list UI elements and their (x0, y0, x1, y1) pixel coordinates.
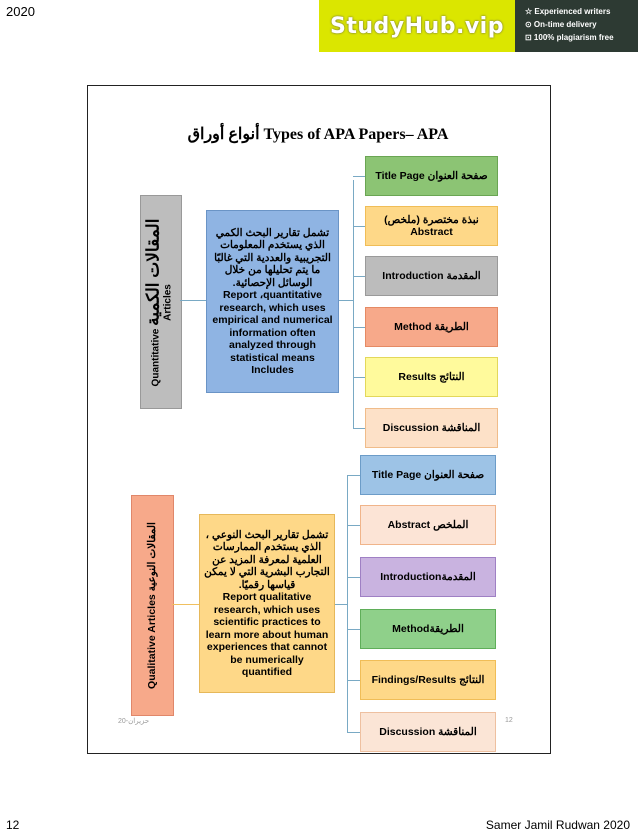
quantitative-branch-line (353, 377, 365, 378)
footer-page-number: 12 (6, 818, 20, 832)
quant-connector-mid (339, 300, 353, 301)
quantitative-description (206, 210, 339, 393)
quantitative-description-en: Report ،quantitative research, which uses empirical and numerical information often analyzed through statistical means Includes (212, 289, 333, 376)
qualitative-section-box: Introductionالمقدمة (360, 557, 496, 597)
qualitative-label-ar: المقالات النوعية (146, 522, 159, 592)
quantitative-section-box: Results النتائج (365, 357, 498, 397)
quant-connector-left (180, 300, 206, 301)
quantitative-label-en-1: Quantitative (150, 328, 162, 386)
header-year: 2020 (6, 4, 35, 19)
qualitative-description-en: Report qualitative research, which uses scientific practices to learn more about human experiences that cannot be numerically quantified (205, 591, 329, 678)
qualitative-section-box: Title Page صفحة العنوان (360, 455, 496, 495)
feature-experienced-writers: ☆ Experienced writers (525, 7, 611, 16)
quantitative-branch-line (353, 276, 365, 277)
quantitative-branch-line (353, 428, 365, 429)
feature-plagiarism-free: ⊡ 100% plagiarism free (525, 33, 614, 42)
quantitative-section-box: نبذة مختصرة (ملخص) Abstract (365, 206, 498, 246)
quantitative-section-box: Discussion المناقشة (365, 408, 498, 448)
quantitative-branch-line (353, 176, 365, 177)
quantitative-section-box: Method الطريقة (365, 307, 498, 347)
qualitative-label-en: Qualitative Articles (146, 594, 159, 689)
qual-connector-mid (335, 604, 347, 605)
qualitative-branch-line (347, 525, 360, 526)
footer-author: Samer Jamil Rudwan 2020 (485, 818, 630, 832)
quantitative-branch-line (353, 226, 365, 227)
qualitative-description (199, 514, 335, 693)
qualitative-branch-line (347, 475, 360, 476)
quantitative-label-ar: المقالات الكمية (143, 218, 163, 326)
qualitative-branch-line (347, 629, 360, 630)
qualitative-branch-line (347, 680, 360, 681)
qualitative-section-box: Findings/Results النتائج (360, 660, 496, 700)
qualitative-section-box: Methodالطريقة (360, 609, 496, 649)
studyhub-logo[interactable]: StudyHub.vip (319, 0, 515, 52)
quantitative-description-ar: تشمل تقارير البحث الكمي الذي يستخدم المعلومات التجريبية والعددية التي غالبًا ما يتم تحليلها من خلال الوسائل الإحصائية. (214, 226, 331, 289)
qualitative-section-box: Discussion المناقشة (360, 712, 496, 752)
quantitative-section-box: Title Page صفحة العنوان (365, 156, 498, 196)
quantitative-branch-line (353, 327, 365, 328)
quantitative-label-en-2: Articles (162, 283, 174, 321)
quantitative-section-box: Introduction المقدمة (365, 256, 498, 296)
studyhub-banner[interactable] (319, 0, 638, 52)
qualitative-description-ar: تشمل تقارير البحث النوعي ، الذي يستخدم الممارسات العلمية لمعرفة المزيد عن التجارب البشرية التي لا يمكن قياسها رقميًا. (204, 528, 330, 591)
slide-page-number: 12 (505, 717, 513, 724)
banner-features (525, 5, 637, 44)
slide-date: حزيران-20 (118, 718, 150, 725)
feature-on-time-delivery: ⊙ On-time delivery (525, 20, 597, 29)
qual-connector-left (172, 604, 199, 605)
qualitative-branch-line (347, 732, 360, 733)
quantitative-label-box (140, 195, 182, 409)
qual-connector-trunk (347, 475, 348, 733)
quant-connector-trunk (353, 180, 354, 428)
slide-title: أنواع أوراق Types of APA Papers– APA (187, 126, 449, 143)
qualitative-label-box (131, 495, 174, 716)
qualitative-branch-line (347, 577, 360, 578)
qualitative-section-box: Abstract الملخص (360, 505, 496, 545)
